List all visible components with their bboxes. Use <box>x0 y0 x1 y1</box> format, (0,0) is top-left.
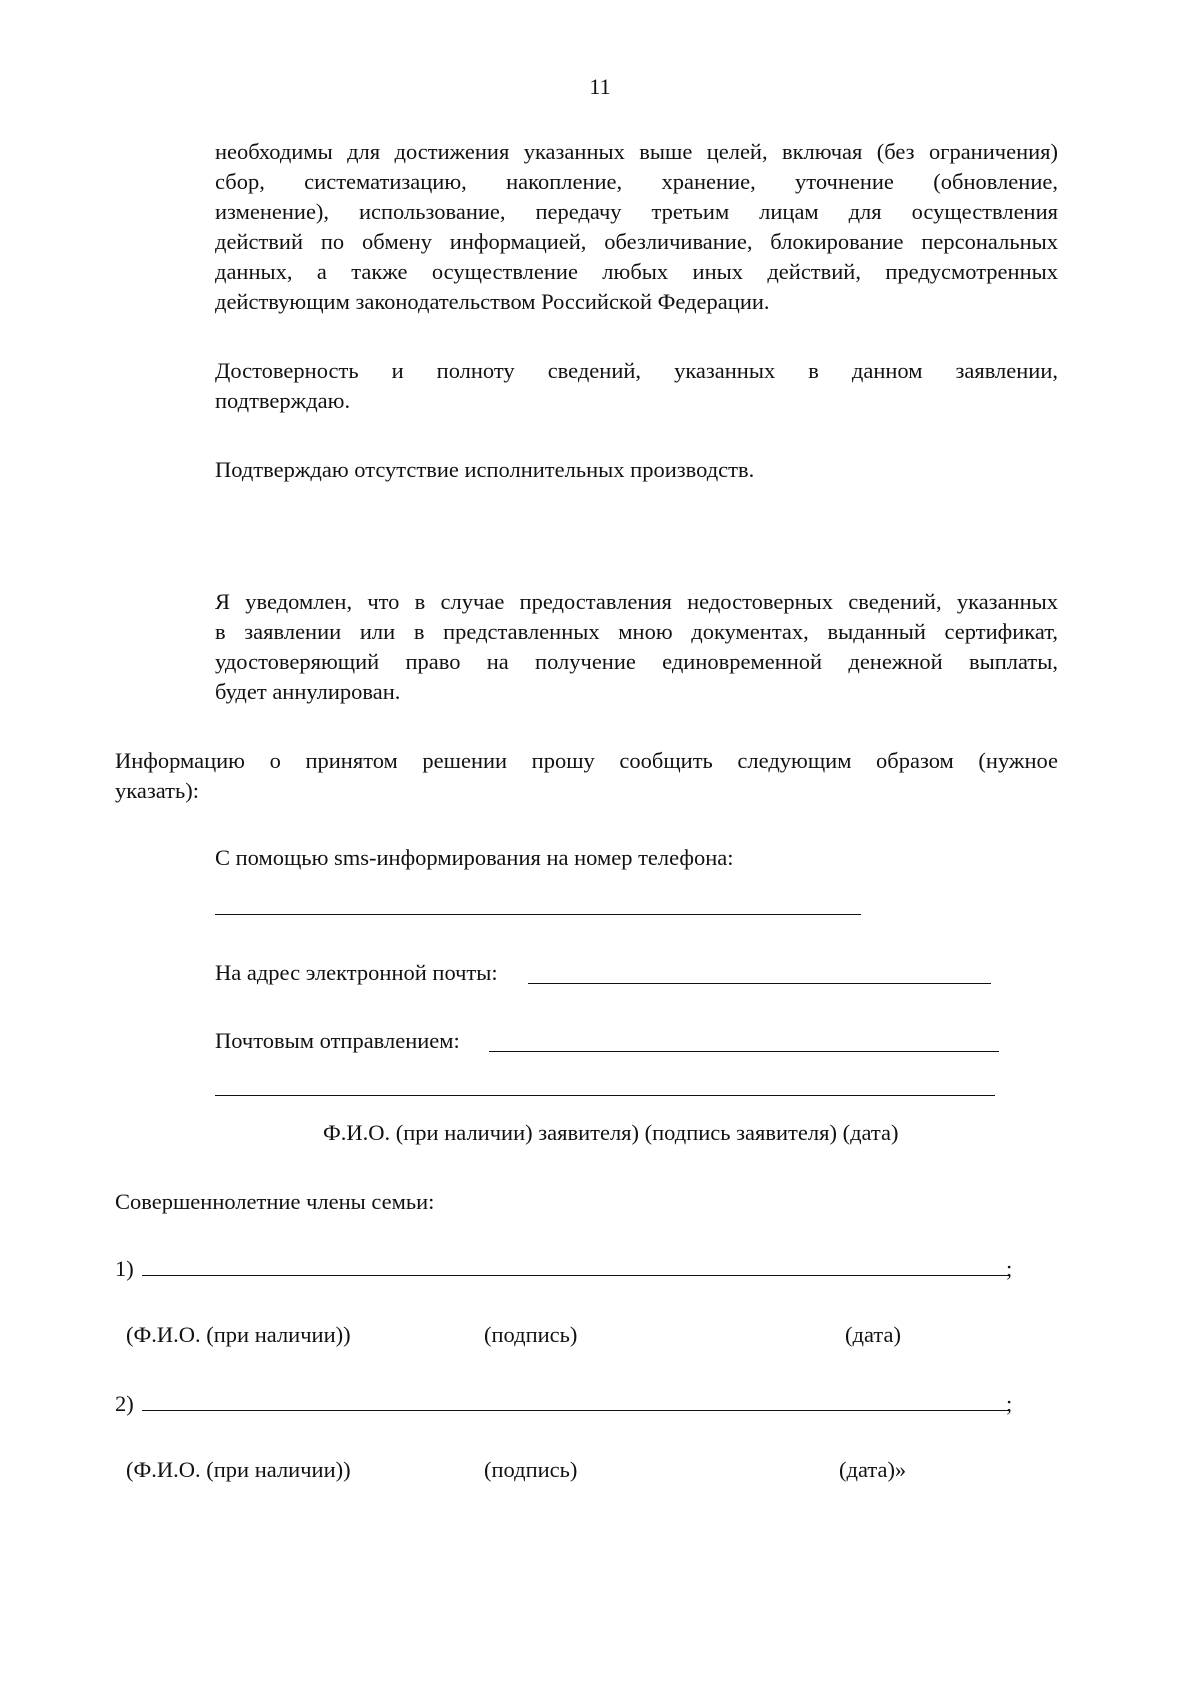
consent-line: изменение), использование, передачу третьим лицам для осуществления <box>215 199 1058 224</box>
email-field-line[interactable] <box>528 983 991 984</box>
family-member-1-fio-caption: (Ф.И.О. (при наличии)) <box>126 1322 351 1347</box>
notify-paragraph <box>115 746 1058 806</box>
family-member-1-end: ; <box>1006 1256 1013 1281</box>
email-option-label: На адрес электронной почты: <box>215 960 498 985</box>
warning-line: в заявлении или в представленных мною документах, выданный сертификат, <box>215 619 1058 644</box>
family-member-2-date-caption: (дата)» <box>839 1457 907 1482</box>
notify-line: Информацию о принятом решении прошу сообщить следующим образом (нужное <box>115 748 1058 773</box>
family-member-1-number: 1) <box>115 1256 134 1281</box>
page-number: 11 <box>589 74 611 99</box>
consent-line: данных, а также осуществление любых иных действий, предусмотренных <box>215 259 1058 284</box>
accuracy-line: Достоверность и полноту сведений, указанных в данном заявлении, <box>215 358 1058 383</box>
family-heading: Совершеннолетние члены семьи: <box>115 1189 435 1214</box>
phone-field-line[interactable] <box>215 914 861 915</box>
warning-line: удостоверяющий право на получение единовременной денежной выплаты, <box>215 649 1058 674</box>
sms-option-label: С помощью sms-информирования на номер телефона: <box>215 845 734 870</box>
applicant-signature-line[interactable] <box>215 1095 995 1096</box>
family-member-2-fio-caption: (Ф.И.О. (при наличии)) <box>126 1457 351 1482</box>
family-member-1-signature-caption: (подпись) <box>484 1322 578 1347</box>
postal-field-line[interactable] <box>489 1051 999 1052</box>
family-member-2-end: ; <box>1006 1391 1013 1416</box>
consent-line: действий по обмену информацией, обезличивание, блокирование персональных <box>215 229 1058 254</box>
family-member-2-signature-caption: (подпись) <box>484 1457 578 1482</box>
family-member-2-number: 2) <box>115 1391 134 1416</box>
warning-paragraph <box>215 587 1058 707</box>
post-option-label: Почтовым отправлением: <box>215 1028 460 1053</box>
notify-line: указать): <box>115 778 199 803</box>
accuracy-paragraph <box>215 356 1058 416</box>
family-member-1-date-caption: (дата) <box>845 1322 901 1347</box>
family-member-1-line[interactable] <box>142 1275 1008 1276</box>
warning-line: будет аннулирован. <box>215 679 401 704</box>
consent-line: сбор, систематизацию, накопление, хранение, уточнение (обновление, <box>215 169 1058 194</box>
family-member-2-line[interactable] <box>142 1410 1008 1411</box>
applicant-caption: Ф.И.О. (при наличии) заявителя) (подпись заявителя) (дата) <box>323 1120 899 1145</box>
consent-paragraph <box>215 137 1058 317</box>
no-enforcement-statement: Подтверждаю отсутствие исполнительных производств. <box>215 457 755 482</box>
consent-line: необходимы для достижения указанных выше целей, включая (без ограничения) <box>215 139 1058 164</box>
consent-line: действующим законодательством Российской Федерации. <box>215 289 770 314</box>
warning-line: Я уведомлен, что в случае предоставления недостоверных сведений, указанных <box>215 589 1058 614</box>
accuracy-line: подтверждаю. <box>215 388 351 413</box>
